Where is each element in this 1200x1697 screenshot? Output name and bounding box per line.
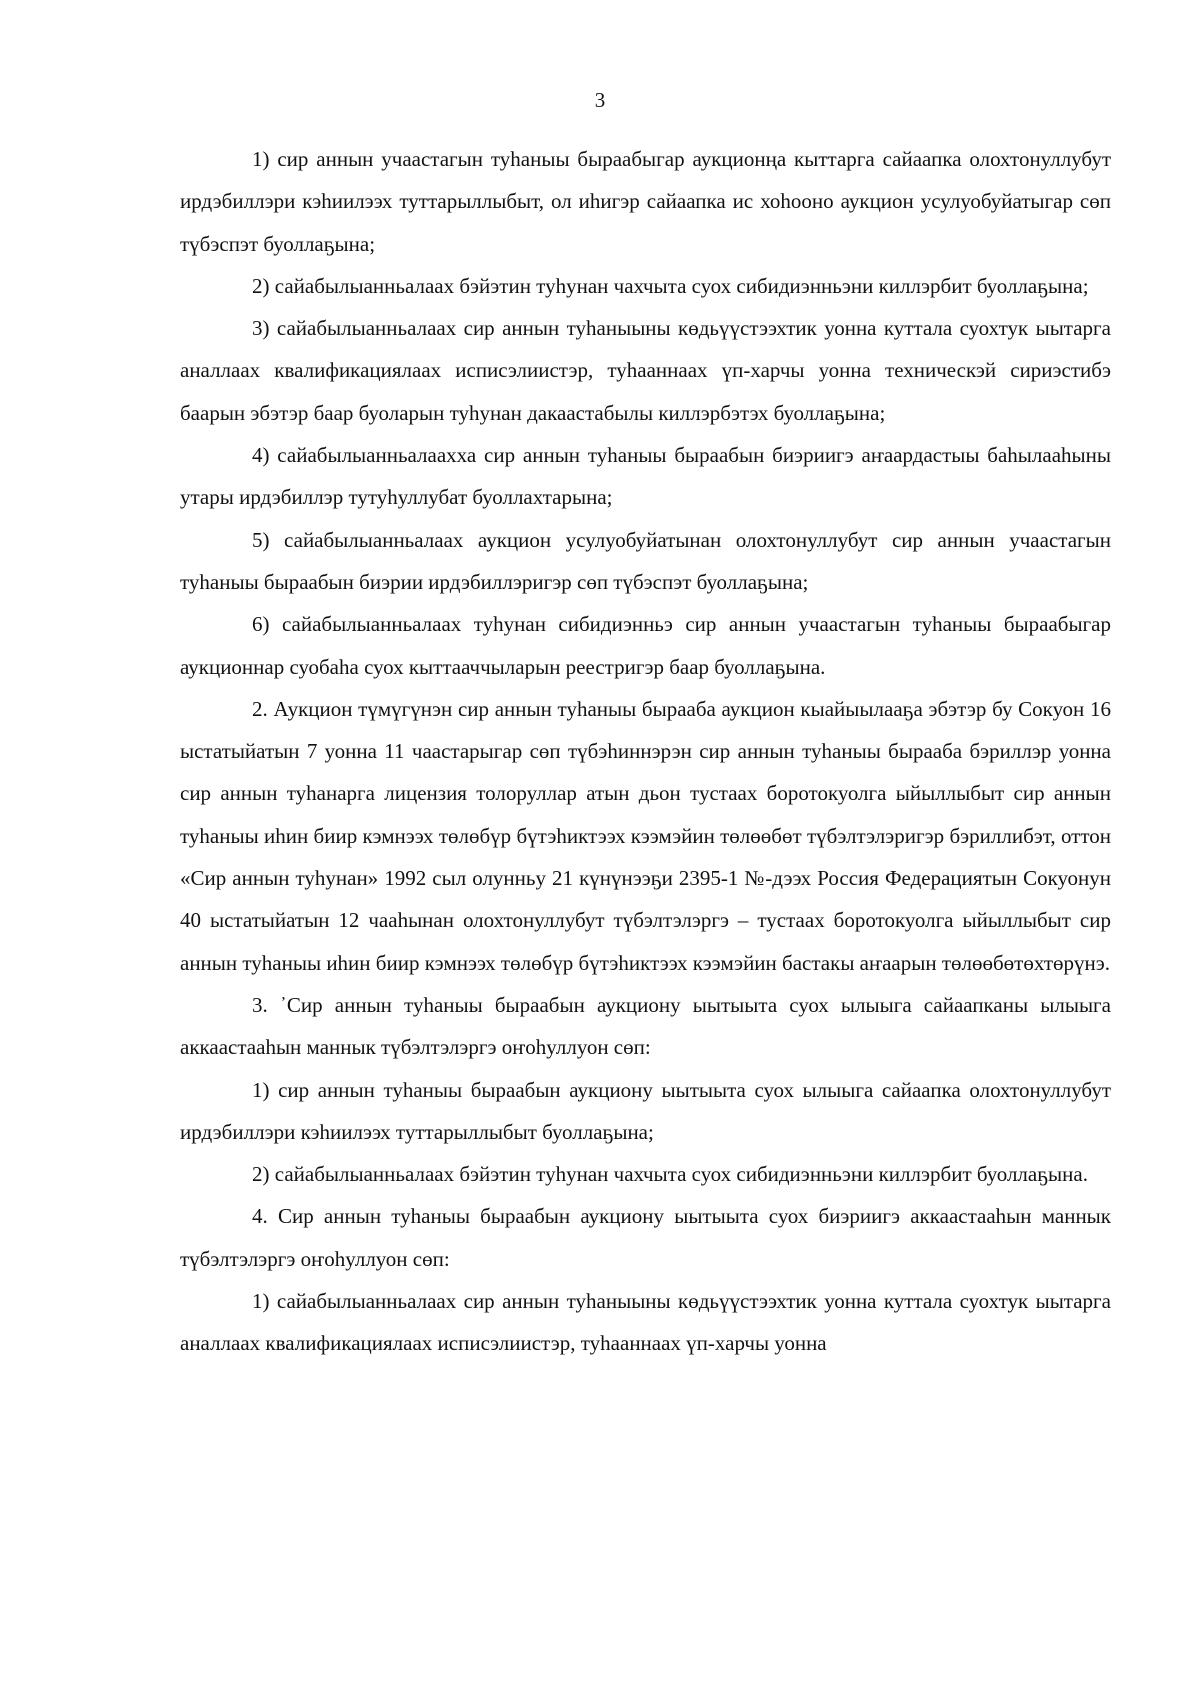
paragraph: 6) сайабылыанньалаах туһунан сибидиэнньэ сир аннын учаастагын туһаныы быраабыгар аукционнар суобаһа суох кыттааччыларын реестригэр баар буоллаҕына. bbox=[180, 612, 1111, 679]
paragraph: 1) сир аннын туһаныы быраабын аукциону ыытыыта суох ылыыга сайаапка олохтонуллубут ирдэбиллэри кэһиилээх туттарыллыбыт буоллаҕына; bbox=[180, 1077, 1111, 1144]
paragraph: 1) сайабылыанньалаах сир аннын туһаныыны көдьүүстээхтик уонна куттала суохтук ыытарга аналлаах квалификациялаах исписэлиистэр, туһааннаах үп-харчы уонна bbox=[180, 1289, 1111, 1356]
paragraph: 2) сайабылыанньалаах бэйэтин туһунан чахчыта суох сибидиэнньэни киллэрбит буоллаҕына. bbox=[252, 1162, 1088, 1187]
paragraph: 4) сайабылыанньалаахха сир аннын туһаныы быраабын биэриигэ аҥаардастыы баһылааһыны утары ирдэбиллэр тутуһуллубат буоллахтарына; bbox=[180, 443, 1111, 510]
paragraph: 1) сир аннын учаастагын туһаныы быраабыгар аукционңа кыттарга сайаапка олохтонуллубут ирдэбиллэри кэһиилээх туттарыллыбыт, ол иһигэр сайаапка ис хоһооно аукцион усулуобуйатыгар сөп түбэспэт буоллаҕына; bbox=[180, 147, 1111, 256]
paragraph: 2. Аукцион түмүгүнэн сир аннын туһаныы бырааба аукцион кыайыылааҕа эбэтэр бу Сокуон 16 ыстатыйатын 7 уонна 11 чаастарыгар сөп түбэһиннэрэн сир аннын туһаныы бырааба бэриллэр уонна сир аннын туһанарга лицензия толоруллар атын дьон тустаах боротокуолга ыйыллыбыт сир аннын туһаныы иһин биир кэмнээх төлөбүр бүтэһиктээх кээмэйин төлөөбөт түбэлтэлэригэр бэриллибэт, оттон «Сир аннын туһунан» 1992 сыл олунньу 21 күнүнээҕи 2395-1 №-дээх Россия Федерациятын Сокуонун 40 ыстатыйатын 12 чааһынан олохтонуллубут түбэлтэлэргэ – тустаах боротокуолга ыйыллыбыт сир аннын туһаныы иһин биир кэмнээх төлөбүр бүтэһиктээх кээмэйин бастакы аҥаарын төлөөбөтөхтөрүнэ. bbox=[180, 696, 1111, 975]
paragraph: 3) сайабылыанньалаах сир аннын туһаныыны көдьүүстээхтик уонна куттала суохтук ыытарга аналлаах квалификациялаах исписэлиистэр, туһааннаах үп-харчы уонна техническэй сириэстибэ баарын эбэтэр баар буоларын туһунан дакаастабылы киллэрбэтэх буоллаҕына; bbox=[180, 316, 1111, 425]
paragraph: 4. Сир аннын туһаныы быраабын аукциону ыытыыта суох биэриигэ аккаастааһын маннык түбэлтэлэргэ оҥоһуллуон сөп: bbox=[180, 1204, 1111, 1271]
paragraph: 5) сайабылыанньалаах аукцион усулуобуйатынан олохтонуллубут сир аннын учаастагын туһаныы быраабын биэрии ирдэбиллэригэр сөп түбэспэт буоллаҕына; bbox=[180, 527, 1111, 594]
paragraph: 2) сайабылыанньалаах бэйэтин туһунан чахчыта суох сибидиэнньэни киллэрбит буоллаҕына; bbox=[252, 273, 1089, 298]
document-body bbox=[180, 138, 1111, 1365]
paragraph: 3. ᾿Сир аннын туһаныы быраабын аукциону ыытыыта суох ылыыга сайаапканы ылыыга аккаастааһын маннык түбэлтэлэргэ оҥоһуллуон сөп: bbox=[180, 992, 1111, 1060]
page-number: 3 bbox=[594, 88, 606, 112]
